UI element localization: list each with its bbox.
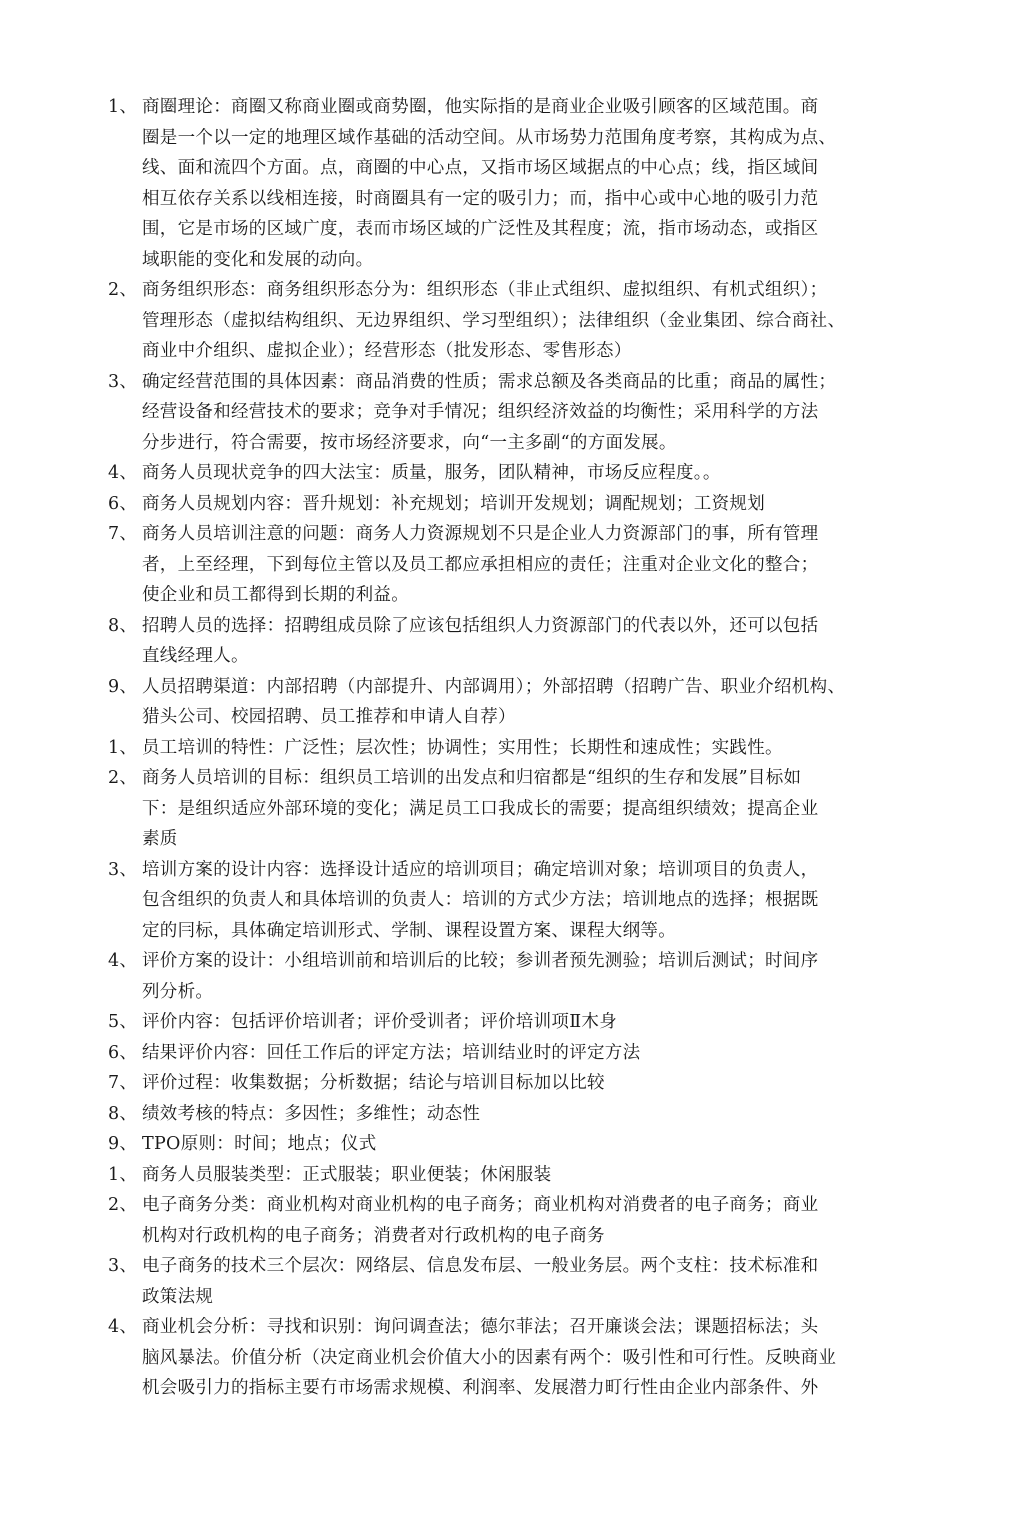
text-line: 围，它是市场的区域广度，表而市场区域的广泛性及其程度；流，指市场动态，或指区	[142, 219, 819, 239]
item-number: 3、	[108, 1256, 138, 1276]
item-text	[142, 1129, 908, 1160]
list-item	[108, 1312, 908, 1404]
list-item	[108, 367, 908, 459]
item-text	[142, 763, 908, 855]
text-line: 定的冃标，具体确定培训形式、学制、课程设置方案、课程大纲等。	[142, 920, 676, 941]
text-line: 确定经营范围的具体因素：商品消费的性质；需求总额及各类商品的比重；商品的属性；	[142, 371, 837, 392]
text-line: 评价过程：收集数据；分析数据；结论与培训目标加以比较	[142, 1073, 605, 1093]
item-number: 6、	[108, 1042, 138, 1063]
list-item	[108, 1007, 908, 1038]
item-number: 2、	[108, 1195, 138, 1215]
text-line: 商圈理论：商圈又称商业圈或商势圈，他实际指的是商业企业吸引顾客的区域范围。商	[142, 97, 819, 117]
text-line: 商务人员规划内容：晋升规划：补充规划；培训开发规划；调配规划；工资规划	[142, 493, 765, 514]
item-text	[142, 855, 908, 947]
text-line: 结果评价内容：回任工作后的评定方法；培训结业时的评定方法	[142, 1042, 641, 1063]
text-line: 商务人员服装类型：正式服装；职业便装；休闲服装	[142, 1164, 552, 1185]
item-number: 9、	[108, 676, 138, 697]
list-item	[108, 672, 908, 733]
item-number: 4、	[108, 463, 138, 483]
item-number: 2、	[108, 768, 138, 788]
text-line: 商务人员现状竞争的四大法宝：质量，服务，团队精神，市场反应程度。。	[142, 463, 721, 483]
list-item	[108, 489, 908, 520]
item-text	[142, 611, 908, 672]
list-item	[108, 611, 908, 672]
text-line: 员工培训的特性：广泛性；层次性；协调性；实用性；长期性和速成性；实践性。	[142, 737, 783, 758]
list-item	[108, 1099, 908, 1130]
text-line: 电子商务分类：商业机构对商业机构的电子商务；商业机构对消费者的电子商务；商业	[142, 1195, 819, 1215]
item-text	[142, 946, 908, 1007]
item-text	[142, 275, 908, 367]
item-text	[142, 1007, 908, 1038]
list-item	[108, 855, 908, 947]
item-number: 4、	[108, 951, 138, 971]
item-text	[142, 489, 908, 520]
item-text	[142, 733, 908, 764]
item-text	[142, 1312, 908, 1404]
text-line: 培训方案的设计内容：选择设计适应的培训项目；确定培训对象；培训项目的负责人，	[142, 859, 819, 880]
list-item	[108, 1251, 908, 1312]
text-line: 招聘人员的选择：招聘组成员除了应该包括组织人力资源部门的代表以外，还可以包括	[142, 615, 819, 636]
item-text	[142, 1068, 908, 1099]
item-number: 9、	[108, 1134, 138, 1154]
text-line: 商务人员培训的目标：组织员工培训的出发点和归宿都是“组织的生存和发展”目标如	[142, 768, 802, 788]
text-line: TPO原则：时间；地点；仪式	[142, 1134, 377, 1154]
text-line: 素质	[142, 829, 178, 849]
list-item	[108, 1129, 908, 1160]
list-item	[108, 733, 908, 764]
list-item	[108, 1038, 908, 1069]
text-line: 电子商务的技术三个层次：网络层、信息发布层、一般业务层。两个支柱：技术标准和	[142, 1256, 819, 1276]
item-number: 7、	[108, 524, 138, 544]
item-text	[142, 1190, 908, 1251]
item-number: 3、	[108, 859, 138, 880]
text-line: 包含组织的负责人和具体培训的负责人：培训的方式少方法；培训地点的选择；根据既	[142, 890, 819, 910]
list-item	[108, 92, 908, 275]
item-number: 6、	[108, 493, 138, 514]
text-line: 列分析。	[142, 981, 214, 1002]
text-line: 相互依存关系以线相连接，时商圈具有一定的吸引力；而，指中心或中心地的吸引力范	[142, 188, 819, 209]
text-line: 分步进行，符合需要，按市场经济要求，向“一主多副“的方面发展。	[142, 432, 677, 453]
item-text	[142, 367, 908, 459]
list-item	[108, 763, 908, 855]
list-item	[108, 1190, 908, 1251]
text-line: 者，上至经理，下到每位主管以及员工都应承担相应的责任；注重对企业文化的整合；	[142, 554, 819, 575]
list-item	[108, 1068, 908, 1099]
item-number: 8、	[108, 615, 138, 636]
item-text	[142, 458, 908, 489]
text-line: 使企业和员工都得到长期的利益。	[142, 585, 409, 605]
item-number: 2、	[108, 280, 138, 300]
text-line: 脑风暴法。价值分析（决定商业机会价值大小的因素有两个：吸引性和可行性。反映商业	[142, 1347, 837, 1368]
item-number: 1、	[108, 737, 138, 758]
text-line: 机会吸引力的指标主要冇市场需求规模、利润率、发展潜力町行性由企业内部条件、外	[142, 1378, 819, 1398]
list-item	[108, 946, 908, 1007]
text-line: 机构对行政机构的电子商务；消费者对行政机构的电子商务	[142, 1225, 605, 1246]
text-line: 圈是一个以一定的地理区域作基础的活动空间。从市场势力范围角度考察，其构成为点、	[142, 127, 837, 148]
list-item	[108, 458, 908, 489]
item-number: 7、	[108, 1073, 138, 1093]
text-line: 下：是组织适应外部环境的变化；满足员工口我成长的需要；提高组织绩效；提高企业	[142, 798, 819, 819]
list-item	[108, 1160, 908, 1191]
item-number: 1、	[108, 97, 138, 117]
text-line: 政策法规	[142, 1286, 214, 1307]
document-list	[108, 92, 908, 1404]
item-text	[142, 672, 908, 733]
text-line: 商业中介组织、虚拟企业）；经营形态（批发形态、零售形态）	[142, 341, 632, 361]
item-text	[142, 1038, 908, 1069]
text-line: 猎头公司、校园招聘、员工推荐和申请人自荐）	[142, 707, 516, 727]
text-line: 管理形态（虚拟结构组织、无边界组织、学习型组织）；法律组织（金业集团、综合商社、	[142, 310, 846, 331]
item-text	[142, 519, 908, 611]
item-number: 5、	[108, 1012, 138, 1032]
text-line: 经营设备和经营技术的要求；竞争对手情况；组织经济效益的均衡性；采用科学的方法	[142, 402, 819, 422]
item-number: 1、	[108, 1164, 138, 1185]
text-line: 人员招聘渠道：内部招聘（内部提升、内部调用）；外部招聘（招聘广告、职业介绍机构、	[142, 676, 846, 697]
text-line: 线、面和流四个方面。点，商圈的中心点，又指市场区域据点的中心点；线，指区域间	[142, 158, 819, 178]
text-line: 商务人员培训注意的问题：商务人力资源规划不只是企业人力资源部门的事，所有管理	[142, 524, 819, 544]
item-number: 4、	[108, 1317, 138, 1337]
item-number: 8、	[108, 1103, 138, 1124]
text-line: 直线经理人。	[142, 646, 249, 666]
list-item	[108, 275, 908, 367]
item-number: 3、	[108, 371, 138, 392]
item-text	[142, 1099, 908, 1130]
list-item	[108, 519, 908, 611]
text-line: 评价内容：包括评价培训者；评价受训者；评价培训项Ⅱ木身	[142, 1012, 617, 1032]
item-text	[142, 1251, 908, 1312]
text-line: 域职能的变化和发展的动向。	[142, 249, 374, 270]
text-line: 绩效考核的特点：多因性；多维性；动态性	[142, 1103, 481, 1124]
item-text	[142, 1160, 908, 1191]
text-line: 评价方案的设计：小组培训前和培训后的比较；参训者预先测验；培训后测试；时间序	[142, 951, 819, 971]
text-line: 商业机会分析：寻找和识别：询问调查法；德尔菲法；召开廉谈会法；课题招标法；头	[142, 1317, 819, 1337]
text-line: 商务组织形态：商务组织形态分为：组织形态（非止式组织、虚拟组织、有机式组织）；	[142, 280, 828, 300]
item-text	[142, 92, 908, 275]
